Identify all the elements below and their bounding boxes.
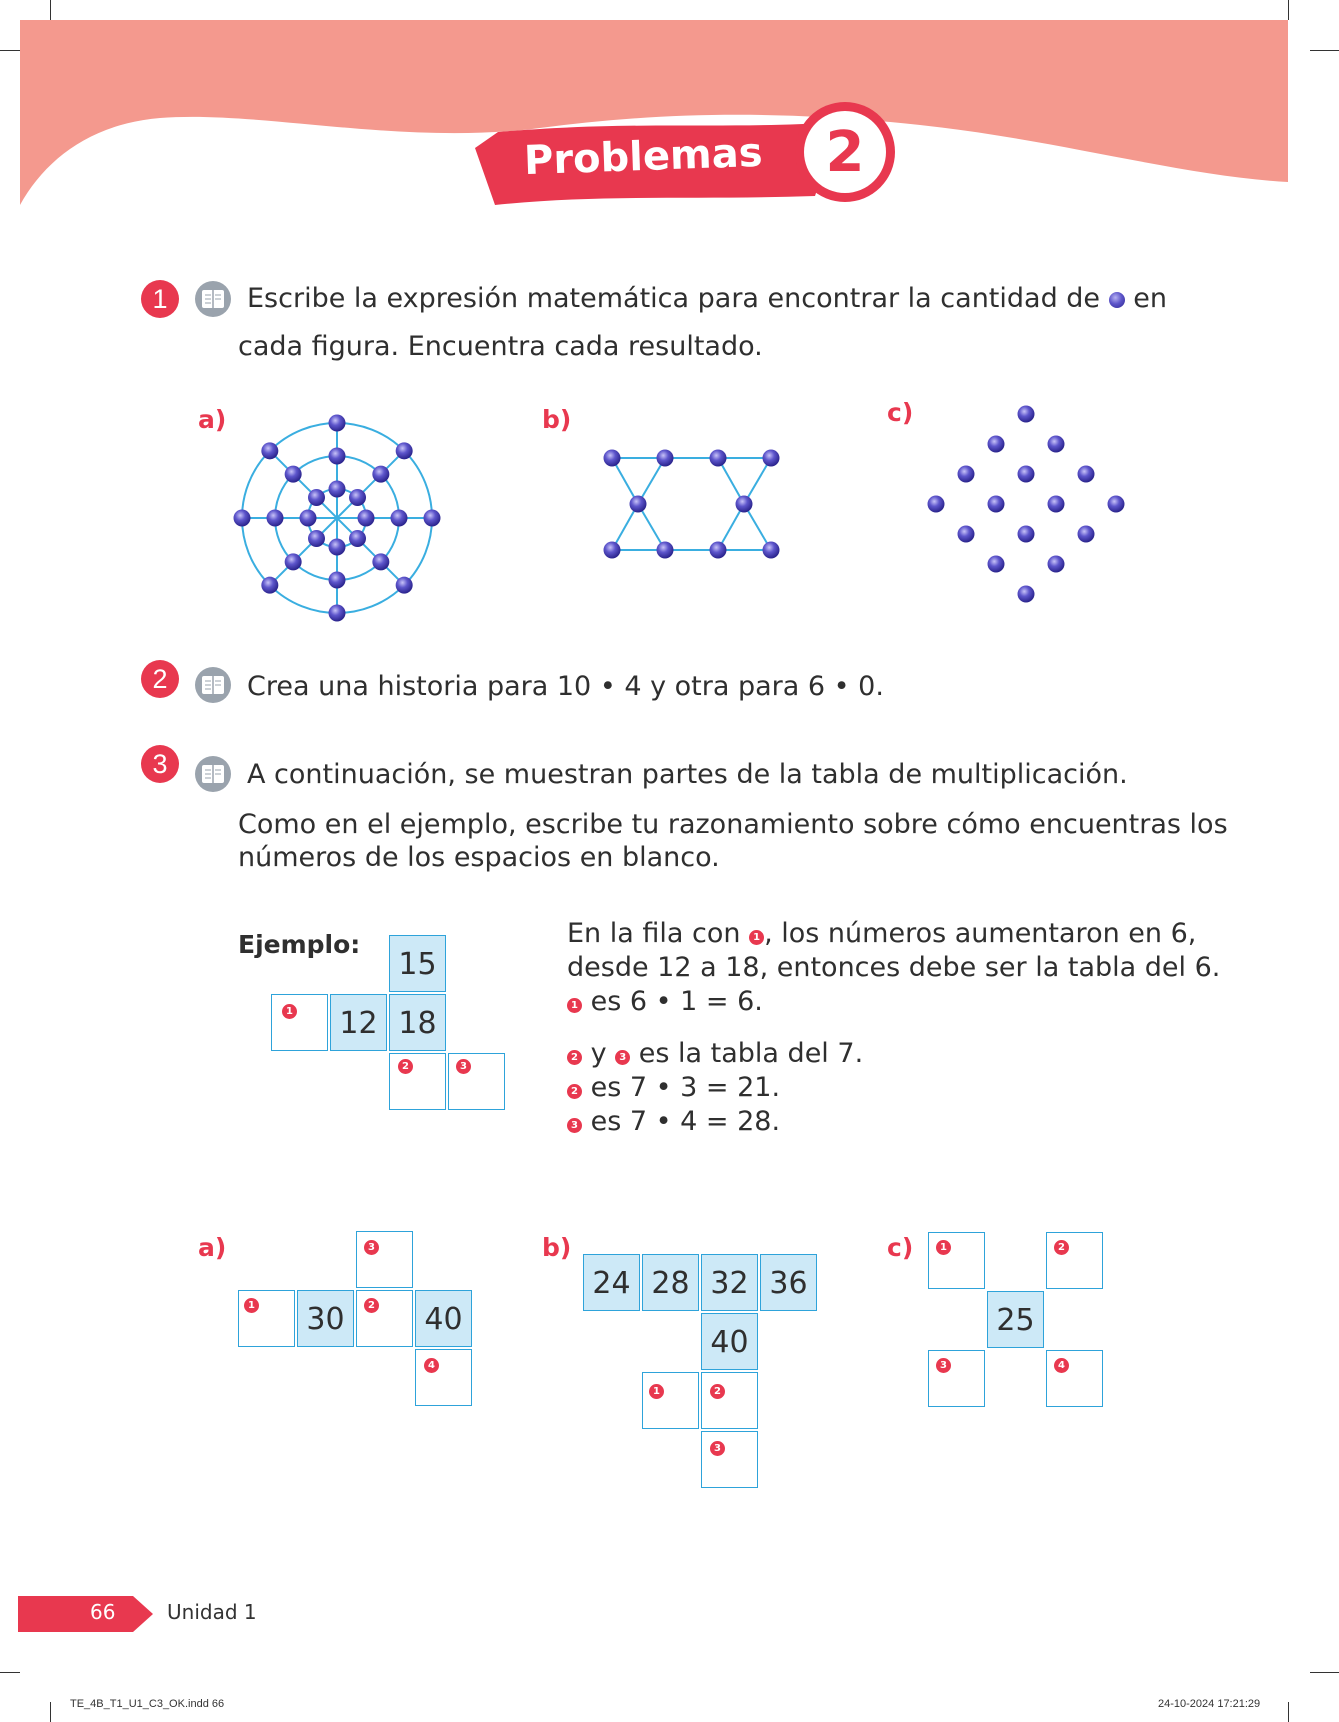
dot (710, 450, 727, 467)
figure-a-wheel (234, 415, 441, 622)
exercise-a-cell-40: 40 (415, 1290, 472, 1347)
dot (329, 605, 346, 622)
exercise-c-marker-3: 3 (936, 1358, 951, 1373)
dot (736, 496, 753, 513)
dot (424, 510, 441, 527)
marker-1-inline: 1 (749, 930, 764, 945)
exercise-c-cell-25: 25 (987, 1291, 1044, 1348)
marker-3-inline: 3 (615, 1050, 630, 1065)
marker-2-inline: 2 (567, 1050, 582, 1065)
dot (329, 481, 346, 498)
notebook-icon (195, 667, 231, 703)
dot (391, 510, 408, 527)
exercise-a-marker-3: 3 (364, 1240, 379, 1255)
spoke (270, 451, 337, 518)
marker-3-inline: 3 (567, 1118, 582, 1133)
dot (988, 436, 1005, 453)
dot (1048, 436, 1065, 453)
example-cell-blank-2 (389, 1053, 446, 1110)
dot-icon (1109, 292, 1125, 308)
dot (285, 553, 302, 570)
exercise-c-cell[interactable] (1046, 1350, 1103, 1407)
question-1-text-a: Escribe la expresión matemática para encontrar la cantidad de (247, 283, 1101, 314)
dot (1018, 586, 1035, 603)
dot (267, 510, 284, 527)
dot (763, 450, 780, 467)
figure-label-a: a) (198, 405, 227, 434)
dot (988, 496, 1005, 513)
exercise-c-cell[interactable] (928, 1232, 985, 1289)
dot (928, 496, 945, 513)
dot (308, 489, 325, 506)
header-number: 2 (825, 120, 865, 185)
exercise-a-cell[interactable] (356, 1290, 413, 1347)
question-3-line1: A continuación, se muestran partes de la tabla de multiplicación. (247, 759, 1128, 790)
dot (1048, 556, 1065, 573)
file-name: TE_4B_T1_U1_C3_OK.indd 66 (70, 1698, 225, 1710)
dot (1078, 526, 1095, 543)
exercise-b-cell[interactable] (701, 1431, 758, 1488)
question-1-text (247, 282, 1167, 316)
example-marker-2: 2 (398, 1059, 413, 1074)
exercise-a-cell[interactable] (356, 1231, 413, 1288)
dot (396, 577, 413, 594)
exercise-b-cell-28: 28 (642, 1254, 699, 1311)
exercise-label-c: c) (887, 1233, 914, 1262)
dot (988, 556, 1005, 573)
dot (300, 510, 317, 527)
dot (372, 553, 389, 570)
marker-1-inline: 1 (567, 998, 582, 1013)
dot-figures (0, 400, 1339, 630)
exercise-b-cell[interactable] (642, 1372, 699, 1429)
figure-label-c: c) (887, 398, 914, 427)
question-1-number: 1 (141, 280, 179, 318)
dot (657, 542, 674, 559)
dot (396, 442, 413, 459)
exercise-c-marker-2: 2 (1054, 1240, 1069, 1255)
header-banner (0, 0, 1339, 240)
dot (958, 526, 975, 543)
dot (349, 530, 366, 547)
question-3-line2: Como en el ejemplo, escribe tu razonamiento sobre cómo encuentras los (238, 809, 1228, 840)
example-cell-18: 18 (389, 994, 446, 1051)
spoke (337, 518, 404, 585)
dot (1078, 466, 1095, 483)
exercise-b-cell-36: 36 (760, 1254, 817, 1311)
figure-label-b: b) (542, 405, 572, 434)
dot (958, 466, 975, 483)
exercise-c-cell[interactable] (928, 1350, 985, 1407)
dot (1048, 496, 1065, 513)
dot (329, 448, 346, 465)
question-3-number: 3 (141, 745, 179, 783)
exercise-a-marker-4: 4 (424, 1358, 439, 1373)
marker-2-inline: 2 (567, 1084, 582, 1099)
dot (604, 542, 621, 559)
dot (261, 442, 278, 459)
dot (763, 542, 780, 559)
dot (630, 496, 647, 513)
exercise-b-marker-1: 1 (649, 1384, 664, 1399)
example-cell-12: 12 (330, 994, 387, 1051)
question-3-line3: números de los espacios en blanco. (238, 842, 720, 873)
exercise-a-marker-1: 1 (244, 1298, 259, 1313)
exercise-b-marker-3: 3 (710, 1441, 725, 1456)
figure-b-hexagons (604, 450, 780, 559)
example-cell-blank (271, 994, 328, 1051)
dot (329, 572, 346, 589)
dot (329, 539, 346, 556)
example-cell-15: 15 (389, 935, 446, 992)
exercise-label-a: a) (198, 1233, 227, 1262)
question-1-text-b: en (1133, 283, 1167, 314)
notebook-icon (195, 281, 231, 317)
dot (604, 450, 621, 467)
exercise-b-marker-2: 2 (710, 1384, 725, 1399)
exercise-c-marker-1: 1 (936, 1240, 951, 1255)
page-number: 66 (90, 1600, 116, 1624)
exercise-b-cell-32: 32 (701, 1254, 758, 1311)
page-number-tab (18, 1596, 158, 1632)
dot (234, 510, 251, 527)
question-2-number: 2 (141, 660, 179, 698)
question-1-text-line2: cada figura. Encuentra cada resultado. (238, 331, 763, 362)
exercise-c-marker-4: 4 (1054, 1358, 1069, 1373)
exercise-a-cell-30: 30 (297, 1290, 354, 1347)
unit-label: Unidad 1 (167, 1600, 257, 1624)
dot (372, 466, 389, 483)
example-marker-1: 1 (282, 1004, 297, 1019)
dot (1018, 466, 1035, 483)
example-explanation: En la fila con 1 , los números aumentaron en 6, desde 12 a 18, entonces debe ser la tabla del 6. 1 es 6 • 1 = 6. 2 y 3 es la tabla del 7. 2 es 7 • 3 = 21. 3 es 7 • 4 = 28. (567, 918, 1221, 1137)
dot (358, 510, 375, 527)
figure-c-diamond (928, 406, 1125, 603)
spoke (337, 451, 404, 518)
dot (1018, 526, 1035, 543)
notebook-icon (195, 756, 231, 792)
dot (261, 577, 278, 594)
dot (657, 450, 674, 467)
print-date: 24-10-2024 17:21:29 (1158, 1698, 1261, 1710)
exercise-b-cell[interactable] (701, 1372, 758, 1429)
exercise-label-b: b) (542, 1233, 572, 1262)
example-marker-3: 3 (456, 1059, 471, 1074)
example-label: Ejemplo: (238, 930, 361, 959)
spoke (270, 518, 337, 585)
dot (285, 466, 302, 483)
dot (308, 530, 325, 547)
dot (329, 415, 346, 432)
exercise-b-cell-24: 24 (583, 1254, 640, 1311)
dot (349, 489, 366, 506)
dot (1018, 406, 1035, 423)
exercise-a-marker-2: 2 (364, 1298, 379, 1313)
dot (710, 542, 727, 559)
exercise-b-cell-40: 40 (701, 1313, 758, 1370)
question-2-text: Crea una historia para 10 • 4 y otra para 6 • 0. (247, 671, 884, 702)
dot (1108, 496, 1125, 513)
exercise-a-cell[interactable] (415, 1349, 472, 1406)
exercise-c-cell[interactable] (1046, 1232, 1103, 1289)
header-title: Problemas (523, 129, 764, 185)
